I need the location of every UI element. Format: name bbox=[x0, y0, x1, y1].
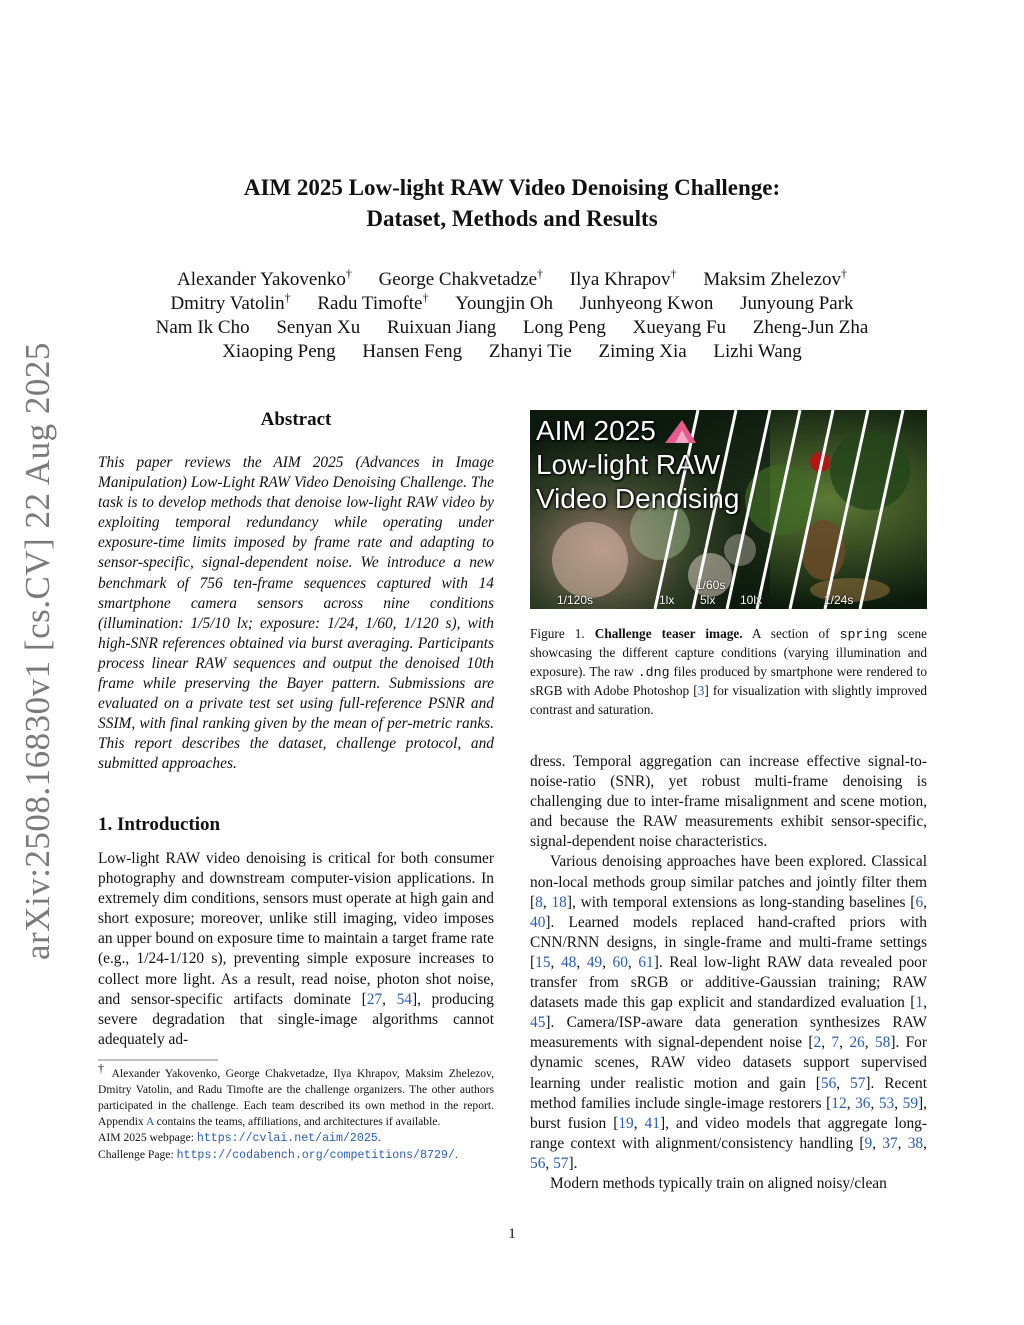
webpage-url-link[interactable]: https://cvlai.net/aim/2025 bbox=[196, 1132, 378, 1145]
author-name: Ilya Khrapov† bbox=[569, 266, 677, 290]
paragraph-text-segment: ]. Learned models replaced hand-crafted priors with CNN/RNN designs, in single-frame and multi-frame settings [ bbox=[530, 913, 927, 971]
abstract-text: This paper reviews the AIM 2025 (Advances in Image Manipulation) Low-Light RAW Video Denoising Challenge. The task is to develop methods that denoise low-light RAW video by exploiting temporal redundancy while operating under exposure-time limits imposed by frame rate and adapting to sensor-specific, signal-dependent noise. We introduce a new benchmark of 756 ten-frame sequences captured with 14 smartphone camera sensors across nine conditions (illumination: 1/5/10 lx; exposure: 1/24, 1/60, 1/120 s), with high-SNR references obtained via burst averaging. Participants process linear RAW sequences and output the denoised 10th frame while preserving the Bayer pattern. Submissions are evaluated on a private test set using full-reference PSNR and SSIM, with final ranking given by the mean of per-metric ranks. This report describes the dataset, challenge protocol, and submitted approaches. bbox=[98, 454, 494, 773]
paragraph-text-segment: , bbox=[602, 953, 613, 971]
citation-link[interactable]: 59 bbox=[902, 1094, 919, 1112]
footnote-organizers: † Alexander Yakovenko, George Chakvetadze, Ilya Khrapov, Maksim Zhelezov, Dmitry Vatolin, and Radu Timofte are the challenge organizers. The other authors participated in the challenge. Each team described its own method in the report. Appendix A contains the teams, affiliations, and architectures if available. bbox=[98, 1061, 495, 1128]
citation-link[interactable]: 45 bbox=[530, 1014, 546, 1032]
author-line-3 bbox=[0, 316, 1024, 340]
teaser-title-line-2: Low-light RAW bbox=[536, 449, 721, 480]
author-name: Long Peng bbox=[523, 317, 606, 338]
paragraph-text-segment: , bbox=[836, 1074, 851, 1092]
citation-link[interactable]: 26 bbox=[849, 1034, 865, 1052]
author-name: Junyoung Park bbox=[740, 293, 854, 314]
author-name: Radu Timofte† bbox=[317, 290, 429, 314]
author-line-4 bbox=[0, 340, 1024, 364]
author-name: Lizhi Wang bbox=[713, 341, 802, 362]
appendix-link[interactable]: A bbox=[145, 1115, 154, 1128]
citation-link[interactable]: 53 bbox=[878, 1094, 895, 1112]
right-column-text bbox=[530, 752, 927, 1194]
arxiv-identifier-stamp: arXiv:2508.16830v1 [cs.CV] 22 Aug 2025 bbox=[18, 342, 57, 960]
introduction-paragraph: Low-light RAW video denoising is critical for both consumer photography and downstream computer-vision applications. In extremely dim conditions, sensors must operate at high gain and short exposure; moreover, unlike still imaging, video imposes an upper bound on exposure time to maintain a target frame rate (e.g., 1/24-1/120 s), preventing simple exposure increases to collect more light. As a result, read noise, photon shot noise, and sensor-specific artifacts dominate [27, 54], producing severe degradation that single-image algorithms cannot adequately ad- bbox=[98, 850, 494, 1048]
paragraph-text-segment: , bbox=[923, 994, 927, 1012]
teaser-label-exposure-1-24: 1/24s bbox=[824, 593, 854, 607]
citation-link[interactable]: 58 bbox=[874, 1034, 891, 1052]
paragraph-text-segment: ]. For dynamic scenes, RAW video datasets support supervised learning under realistic motion and gain [ bbox=[530, 1034, 928, 1092]
paragraph-text-segment: , bbox=[821, 1034, 832, 1052]
citation-link[interactable]: 19 bbox=[618, 1114, 634, 1132]
citation-link[interactable]: 18 bbox=[551, 893, 567, 911]
paragraph-text-segment: , bbox=[923, 893, 927, 911]
citation-link[interactable]: 54 bbox=[396, 990, 412, 1008]
paragraph-text-segment: , bbox=[542, 893, 552, 911]
paper-title-line-1: AIM 2025 Low-light RAW Video Denoising Challenge: bbox=[243, 175, 781, 200]
paragraph-text-segment: , bbox=[576, 953, 587, 971]
citation-link[interactable]: 15 bbox=[535, 953, 551, 971]
paragraph-text-segment: ]. Camera/ISP-aware data generation synthesizes RAW measurements with signal-dependent noise [ bbox=[530, 1014, 927, 1052]
citation-link[interactable]: 38 bbox=[907, 1134, 924, 1152]
citation-link[interactable]: 40 bbox=[530, 913, 546, 931]
abstract-heading: Abstract bbox=[260, 409, 332, 430]
paper-title bbox=[0, 172, 1024, 234]
author-name: Dmitry Vatolin† bbox=[170, 290, 291, 314]
paragraph-text-segment: , bbox=[897, 1134, 908, 1152]
footnote-rule bbox=[98, 1059, 218, 1061]
paragraph-text-segment: ], and video models that aggregate long-range context with alignment/consistency handling [ bbox=[530, 1114, 927, 1152]
citation-link[interactable]: 27 bbox=[366, 990, 383, 1008]
author-name: Junhyeong Kwon bbox=[579, 293, 714, 314]
citation-link[interactable]: 6 bbox=[915, 893, 924, 911]
author-name: Zhanyi Tie bbox=[488, 341, 572, 362]
paragraph-text-segment: , bbox=[627, 953, 639, 971]
paper-title-line-2: Dataset, Methods and Results bbox=[366, 206, 658, 231]
teaser-title-line-1: AIM 2025 bbox=[536, 415, 656, 446]
author-line-1 bbox=[0, 268, 1024, 292]
paragraph-text-segment: ]. Recent method families include single-image restorers [ bbox=[530, 1074, 927, 1112]
paragraph-text-segment: , bbox=[864, 1034, 875, 1052]
paragraph-related-work bbox=[530, 852, 927, 1174]
teaser-label-1lx: 1lx bbox=[659, 593, 675, 607]
teaser-label-10lx: 10lx bbox=[740, 593, 763, 607]
citation-link[interactable]: 7 bbox=[831, 1034, 840, 1052]
teaser-image bbox=[530, 410, 927, 609]
author-name: Ruixuan Jiang bbox=[387, 317, 497, 338]
citation-link[interactable]: 57 bbox=[850, 1074, 866, 1092]
paragraph-continuation: dress. Temporal aggregation can increase effective signal-to-noise-ratio (SNR), yet robust multi-frame denoising is challenging due to inter-frame misalignment and scene motion, and because the RAW measurements exhibit sensor-specific, signal-dependent noise characteristics. bbox=[530, 753, 927, 851]
citation-link[interactable]: 60 bbox=[612, 953, 628, 971]
paragraph-text-segment: ]. bbox=[568, 1154, 578, 1172]
author-name: Xiaoping Peng bbox=[222, 341, 336, 362]
figure-caption: Figure 1. Challenge teaser image. A section of spring scene showcasing the different capture conditions (varying illumination and exposure). The raw .dng files produced by smartphone were rendered to sRGB with Adobe Photoshop [3] for visualization with slightly improved contrast and saturation. bbox=[530, 626, 928, 717]
citation-link[interactable]: 61 bbox=[638, 953, 654, 971]
author-name: Nam Ik Cho bbox=[155, 317, 250, 338]
citation-link[interactable]: 48 bbox=[560, 953, 577, 971]
footnote-webpage: AIM 2025 webpage: https://cvlai.net/aim/2025. bbox=[98, 1131, 381, 1145]
teaser-label-exposure-1-120: 1/120s bbox=[557, 593, 594, 607]
paragraph-text-segment: , bbox=[550, 953, 561, 971]
paragraph-text-segment: , bbox=[923, 1134, 927, 1152]
citation-link[interactable]: 49 bbox=[586, 953, 603, 971]
author-name: Xueyang Fu bbox=[632, 317, 727, 338]
citation-link[interactable]: 8 bbox=[535, 893, 543, 911]
citation-link[interactable]: 1 bbox=[915, 994, 924, 1012]
citation-link[interactable]: 37 bbox=[882, 1134, 898, 1152]
citation-link[interactable]: 36 bbox=[855, 1094, 871, 1112]
paragraph-text-segment: , bbox=[894, 1094, 903, 1112]
citation-link[interactable]: 41 bbox=[644, 1114, 660, 1132]
paragraph-text-segment: , bbox=[846, 1094, 856, 1112]
author-name: Hansen Feng bbox=[362, 341, 463, 362]
paragraph-text-segment: , bbox=[872, 1134, 883, 1152]
citation-link[interactable]: 3 bbox=[697, 683, 705, 699]
teaser-title-line-3: Video Denoising bbox=[536, 483, 740, 514]
paragraph-text-segment: Various denoising approaches have been explored. Classical non-local methods group similar patches and jointly filter them [ bbox=[530, 853, 927, 911]
paragraph-text-segment: ], with temporal extensions as long-standing baselines [ bbox=[566, 893, 916, 911]
citation-link[interactable]: 56 bbox=[820, 1074, 837, 1092]
page-number: 1 bbox=[508, 1226, 516, 1242]
citation-link[interactable]: 12 bbox=[831, 1094, 847, 1112]
author-list bbox=[0, 268, 1024, 364]
author-name: Ziming Xia bbox=[598, 341, 687, 362]
author-name: George Chakvetadze† bbox=[378, 266, 544, 290]
teaser-label-exposure-1-60: 1/60s bbox=[696, 578, 726, 592]
citation-link[interactable]: 57 bbox=[553, 1154, 569, 1172]
section-heading-introduction: 1. Introduction bbox=[98, 814, 221, 835]
footnote bbox=[98, 1061, 495, 1164]
paragraph-text-segment: , bbox=[545, 1154, 554, 1172]
citation-link[interactable]: 9 bbox=[864, 1134, 873, 1152]
author-name: Youngjin Oh bbox=[455, 293, 554, 314]
paragraph-modern-methods: Modern methods typically train on aligned noisy/clean bbox=[550, 1174, 887, 1192]
author-line-2 bbox=[0, 292, 1024, 316]
paragraph-text-segment: ]. Real low-light RAW data revealed poor transfer from sRGB or additive-Gaussian training; RAW datasets made this gap explicit and standardized evaluation [ bbox=[530, 953, 927, 1012]
author-name: Senyan Xu bbox=[276, 317, 361, 338]
author-name: Maksim Zhelezov† bbox=[703, 266, 848, 290]
citation-link[interactable]: 2 bbox=[813, 1034, 822, 1052]
citation-link[interactable]: 56 bbox=[530, 1154, 546, 1172]
author-name: Zheng-Jun Zha bbox=[752, 317, 869, 338]
paragraph-text-segment: , bbox=[633, 1114, 645, 1132]
paragraph-text-segment: , bbox=[870, 1094, 879, 1112]
author-name: Alexander Yakovenko† bbox=[176, 266, 352, 290]
footnote-challenge-page: Challenge Page: https://codabench.org/competitions/8729/. bbox=[98, 1148, 458, 1162]
paragraph-text-segment: , bbox=[839, 1034, 850, 1052]
challenge-url-link[interactable]: https://codabench.org/competitions/8729/ bbox=[176, 1149, 455, 1162]
teaser-label-5lx: 5lx bbox=[700, 593, 716, 607]
paragraph-text-segment: ], burst fusion [ bbox=[530, 1094, 928, 1132]
